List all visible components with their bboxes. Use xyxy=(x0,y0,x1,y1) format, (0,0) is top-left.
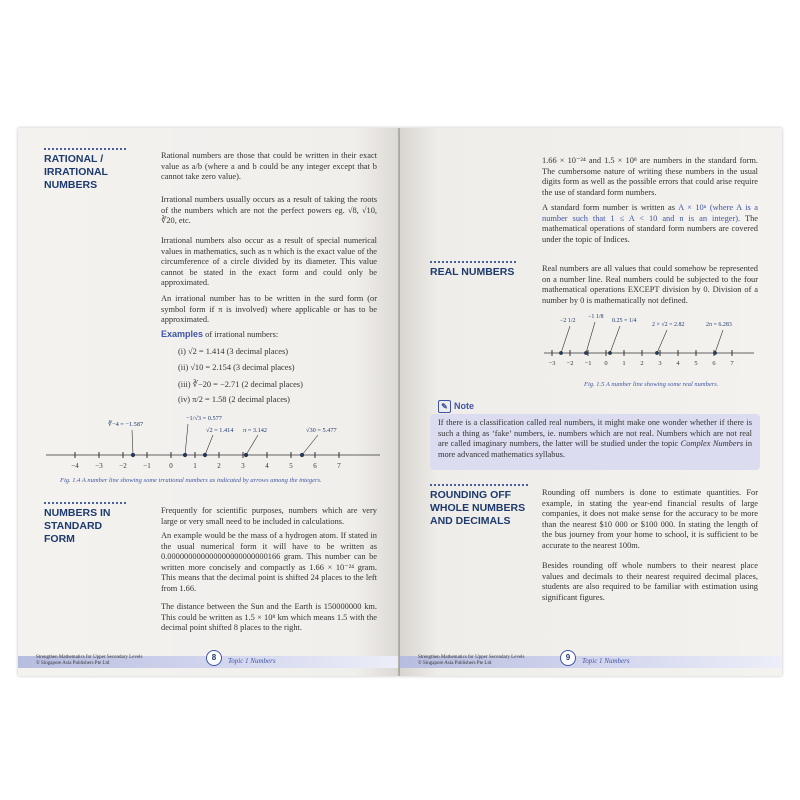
note-label-text: Note xyxy=(454,401,474,411)
standard-form-paragraph-cont-2 xyxy=(542,203,758,245)
point-marker xyxy=(608,351,611,354)
note-text-a: If there is a classification called real numbers, it might make one wonder whether if there is such a thing as ‘fake’ numbers, ie. numbers which are not real. Numbers which are not real are called imaginary numbers, the latter will be studied under the topic xyxy=(438,418,752,449)
point-label: −2 1/2 xyxy=(560,318,576,324)
point-marker xyxy=(584,351,587,354)
examples-heading xyxy=(161,329,278,339)
standard-paragraph-3: The distance between the Sun and the Earth is 150000000 km. This could be written as 1.5 × 10⁸ km which means 1.5 with the decimal point shifted 8 places to the right. xyxy=(161,602,377,633)
right-page-footer xyxy=(400,648,782,668)
note-box xyxy=(430,414,760,470)
tick-label: 3 xyxy=(658,360,662,367)
tick-label: 4 xyxy=(265,462,269,470)
section-heading-real-numbers: REAL NUMBERS xyxy=(430,261,516,279)
footer-book-title: Strengthen Mathematics for Upper Secondary Levels xyxy=(418,655,525,660)
example-item: (ii) √10 = 2.154 (3 decimal places) xyxy=(178,363,295,372)
point-marker xyxy=(183,453,187,457)
point-label: π = 3.142 xyxy=(243,427,268,434)
tick-label: 3 xyxy=(241,462,245,470)
left-page xyxy=(18,128,400,676)
standard-form-text-end: The mathematical operations of standard form numbers are covered under the topic of Indices. xyxy=(542,213,759,244)
figure-caption-1-5: Fig. 1.5 A number line showing some real numbers. xyxy=(584,381,719,388)
point-marker xyxy=(300,453,304,457)
tick-label: −2 xyxy=(119,462,127,470)
tick-label: 7 xyxy=(730,360,734,367)
irrational-paragraph-3: Irrational numbers also occur as a result of special numerical values in mathematics, such as π which is the exact value of the circumference of a circle divided by its diameter. This value cannot be stated in the exact form and could only be approximated. xyxy=(161,236,377,288)
point-label: 2π = 6.283 xyxy=(706,322,732,328)
point-label: ∛−4 = −1.587 xyxy=(108,421,144,428)
pointer xyxy=(610,326,620,353)
standard-form-paragraph-cont-1: 1.66 × 10⁻²⁴ and 1.5 × 10⁸ are numbers in the standard form. The cumbersome nature of writing these numbers in the usual digits form as well as the possible errors that could arise require the use of standard form numbers. xyxy=(542,156,758,197)
tick-label: 6 xyxy=(712,360,716,367)
footer-topic: Topic 1 Numbers xyxy=(582,657,630,665)
examples-heading-label: Examples xyxy=(161,329,204,339)
pointer xyxy=(715,330,723,353)
number-line-real xyxy=(540,308,760,378)
open-book xyxy=(18,128,782,676)
irrational-paragraph-4: An irrational number has to be written in the surd form (or symbol form if π is involved) where applicable or has to be approximated. xyxy=(161,294,377,325)
example-item: (iii) ∛−20 = −2.71 (2 decimal places) xyxy=(178,380,303,389)
example-item: (iv) π/2 = 1.58 (2 decimal places) xyxy=(178,395,290,404)
pointer xyxy=(205,435,213,455)
tick-label: −3 xyxy=(548,360,556,367)
note-text-b: in more advanced mathematics syllabus. xyxy=(438,439,753,459)
pointer xyxy=(302,435,318,455)
pointer xyxy=(561,326,570,353)
tick-label: 1 xyxy=(622,360,626,367)
note-text-emphasis: Complex Numbers xyxy=(680,439,744,449)
point-label: −1/√3 = 0.577 xyxy=(186,415,222,422)
tick-label: −1 xyxy=(584,360,592,367)
tick-label: 5 xyxy=(289,462,293,470)
note-label xyxy=(438,400,474,413)
standard-form-text: A standard form number is written as xyxy=(542,203,679,212)
tick-label: 0 xyxy=(169,462,173,470)
section-heading-rational: RATIONAL / IRRATIONAL NUMBERS xyxy=(44,148,126,192)
pointer xyxy=(657,330,667,353)
left-page-footer xyxy=(18,648,400,668)
figure-caption-1-4: Fig. 1.4 A number line showing some irrational numbers as indicated by arrows among the integers. xyxy=(60,477,322,484)
tick-label: −1 xyxy=(143,462,151,470)
point-label: √30 = 5.477 xyxy=(306,427,337,434)
point-marker xyxy=(713,351,716,354)
rounding-paragraph-1: Rounding off numbers is done to estimate quantities. For example, in stating the year-end financial results of large companies, it does not make sense for the accuracy to be more than the nearest $10 000 or $100 000. In stating the length of the bus journey from your home to school, it is sufficient to be accurate to the nearest 100m. xyxy=(542,488,758,550)
footer-topic: Topic 1 Numbers xyxy=(228,657,276,665)
footer-book-title: Strengthen Mathematics for Upper Secondary Levels xyxy=(36,655,143,660)
point-label: −1 1/8 xyxy=(588,314,604,320)
point-label: √2 = 1.414 xyxy=(206,427,234,434)
pointer xyxy=(132,430,133,455)
pointer xyxy=(246,435,258,455)
point-marker xyxy=(244,453,248,457)
tick-label: 4 xyxy=(676,360,680,367)
footer-copyright: © Singapore Asia Publishers Pte Ltd xyxy=(36,661,110,666)
right-page xyxy=(400,128,782,676)
tick-label: 7 xyxy=(337,462,341,470)
page-number: 9 xyxy=(560,650,576,666)
standard-paragraph-1: Frequently for scientific purposes, numbers which are very large or very small need to be included in calculations. xyxy=(161,506,377,526)
tick-label: −2 xyxy=(566,360,574,367)
section-heading-rounding: ROUNDING OFF WHOLE NUMBERS AND DECIMALS xyxy=(430,484,528,528)
examples-heading-suffix: of irrational numbers: xyxy=(203,330,279,339)
rational-paragraph-1: Rational numbers are those that could be written in their exact value as a/b (where a and b could be any integer except that b cannot take zero value). xyxy=(161,151,377,182)
note-icon: ✎ xyxy=(438,400,451,413)
pointer xyxy=(185,424,188,455)
page-number: 8 xyxy=(206,650,222,666)
tick-label: −4 xyxy=(71,462,79,470)
tick-label: 1 xyxy=(193,462,197,470)
point-marker xyxy=(203,453,207,457)
standard-paragraph-2: An example would be the mass of a hydrogen atom. If stated in the usual numerical form it will have to be written as 0.000000000000000000000000166 gram. This number can be written more concisely and compactly as 1.66 × 10⁻²⁴ gram. This means that the decimal point is shifted 24 places to the left from 1.66. xyxy=(161,531,377,593)
irrational-paragraph-2: Irrational numbers usually occurs as a result of taking the roots of the numbers which are not the perfect powers eg. √8, √10, ∛20, etc. xyxy=(161,195,377,226)
point-marker xyxy=(559,351,562,354)
rounding-paragraph-2: Besides rounding off whole numbers to their nearest place values and decimals to their nearest required decimal places, students are also required to be familiar with estimation using significant figures. xyxy=(542,561,758,602)
tick-label: 6 xyxy=(313,462,317,470)
tick-label: 2 xyxy=(640,360,644,367)
point-label: 0.25 = 1/4 xyxy=(612,318,637,324)
tick-label: 5 xyxy=(694,360,698,367)
point-label: 2 × √2 = 2.82 xyxy=(652,322,685,328)
example-item: (i) √2 = 1.414 (3 decimal places) xyxy=(178,347,289,356)
pointer xyxy=(586,322,595,353)
real-numbers-paragraph: Real numbers are all values that could somehow be represented on a number line. Real numbers could be subjected to the four mathematical operations EXCEPT division by 0. Division of a number by 0 is mathematically not defined. xyxy=(542,264,758,305)
footer-copyright: © Singapore Asia Publishers Pte Ltd xyxy=(418,661,492,666)
section-heading-standard-form: NUMBERS IN STANDARD FORM xyxy=(44,502,126,546)
tick-label: −3 xyxy=(95,462,103,470)
tick-label: 0 xyxy=(604,360,608,367)
standard-form-definition: A × 10ⁿ (where A is a number such that 1 ≤ A < 10 and n is an integer). xyxy=(542,203,758,223)
point-marker xyxy=(655,351,658,354)
tick-label: 2 xyxy=(217,462,221,470)
note-text xyxy=(438,418,752,460)
point-marker xyxy=(131,453,135,457)
